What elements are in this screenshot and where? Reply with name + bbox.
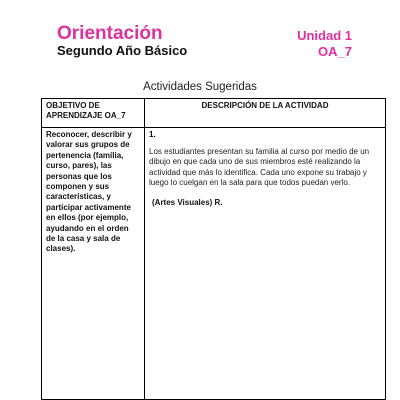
activities-table — [41, 98, 386, 400]
oa-code: OA_7 — [318, 44, 352, 59]
objective-column-header: OBJETIVO DE APRENDIZAJE OA_7 — [42, 99, 145, 128]
activity-number: 1. — [149, 130, 156, 139]
activity-text: Los estudiantes presentan su familia al curso por medio de un dibujo en que cada uno de sus miembros esté realizando la actividad que más lo identifica. Cada uno expone su trabajo y luego lo cuelgan en la sala para que todos puedan verlo. — [149, 147, 370, 188]
activity-subject-tag: (Artes Visuales) R. — [152, 197, 223, 207]
section-heading: Actividades Sugeridas — [143, 81, 257, 93]
document-subtitle: Segundo Año Básico — [57, 43, 188, 58]
objective-cell — [42, 128, 145, 400]
table-header-row — [42, 99, 386, 128]
table-row — [42, 128, 386, 400]
unit-label: Unidad 1 — [297, 28, 352, 43]
description-column-header: DESCRIPCIÓN DE LA ACTIVIDAD — [145, 99, 386, 128]
description-cell — [145, 128, 386, 400]
document-title: Orientación — [57, 23, 163, 44]
objective-text: Reconocer, describir y valorar sus grupos de pertenencia (familia, curso, pares), las personas que los componen y sus características, y participar activamente en ellos (por ejemplo, ayudando en el orden de la casa y sala de clases). — [46, 130, 132, 254]
